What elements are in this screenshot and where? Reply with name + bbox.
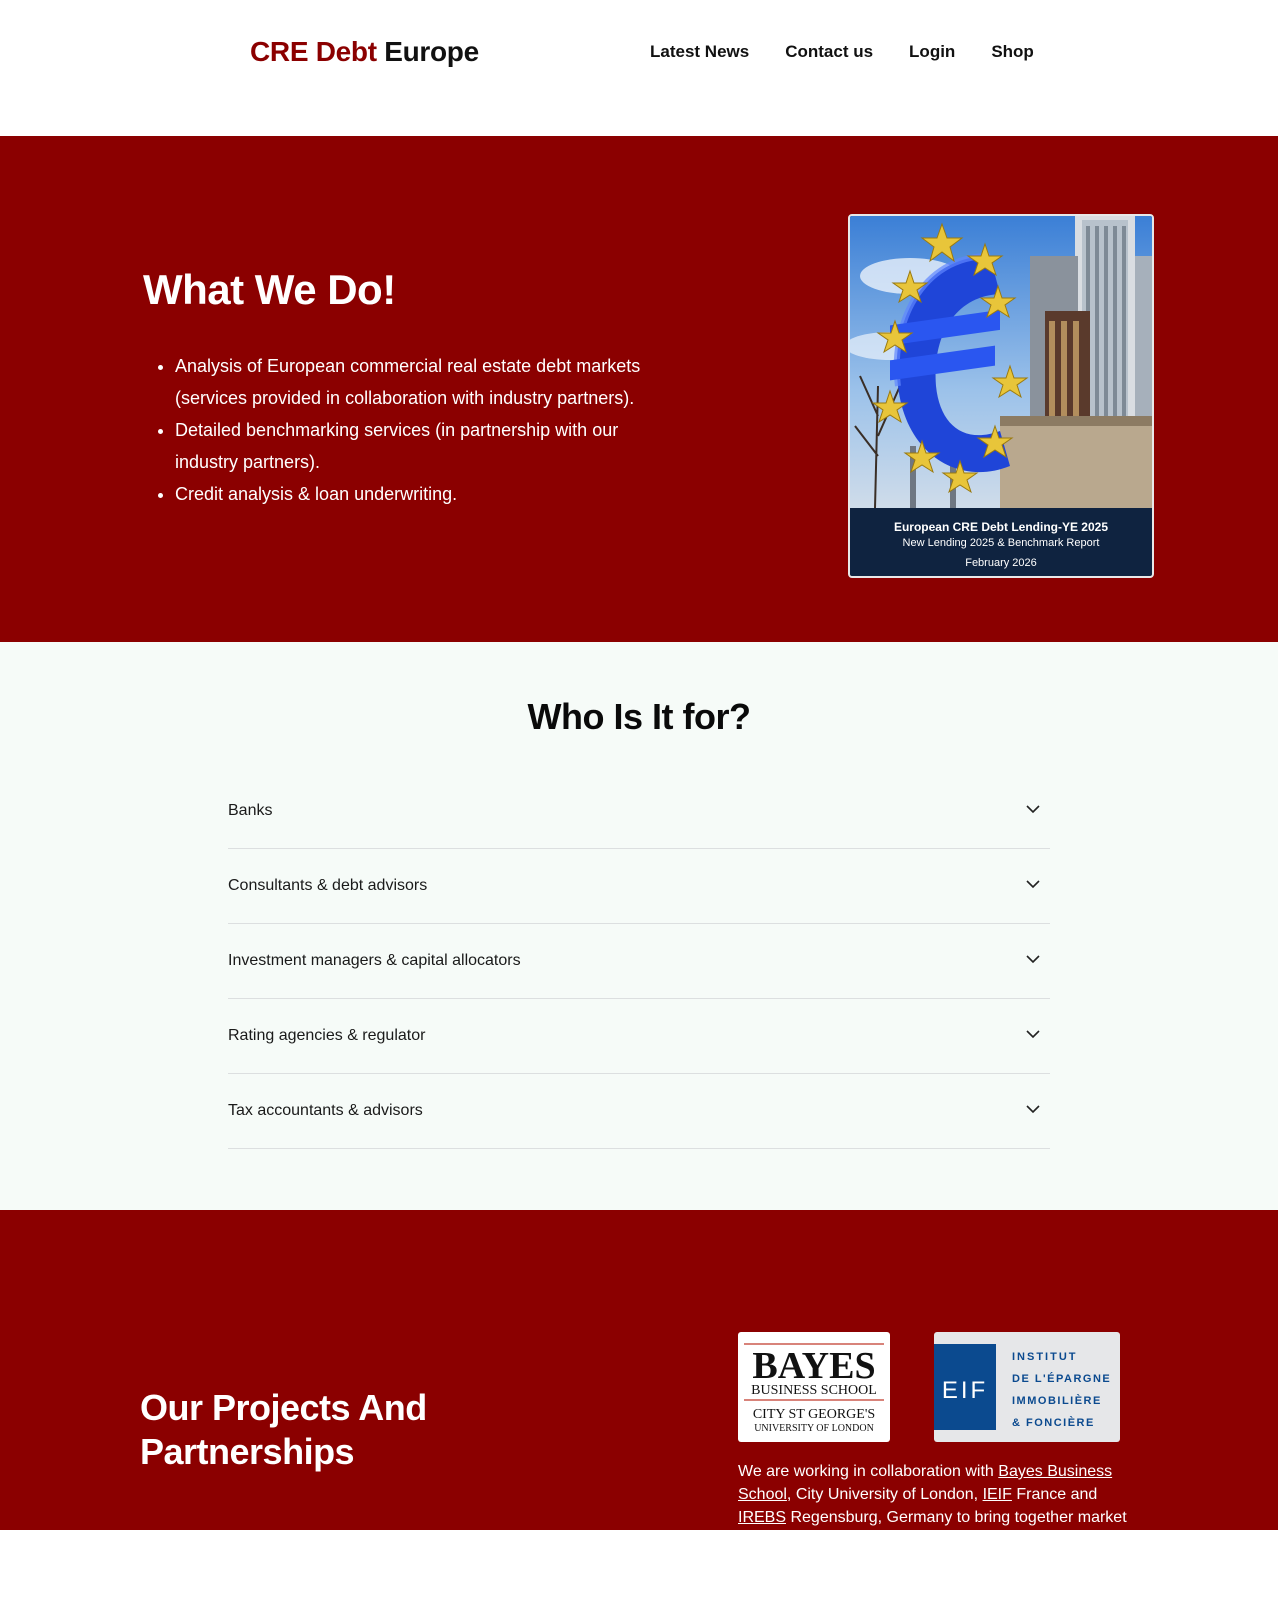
bayes-logo-university: UNIVERSITY OF LONDON [754, 1423, 874, 1434]
service-item: • Credit analysis & loan underwriting. [175, 478, 675, 510]
ieif-logo[interactable] [934, 1332, 1120, 1442]
chevron-down-icon[interactable] [1024, 875, 1042, 893]
link-bayes-business-school[interactable]: Bayes Business School [738, 1463, 1113, 1503]
bayes-logo-image [738, 1332, 890, 1442]
partnerships-title: Our Projects And Partnerships [140, 1387, 427, 1472]
accordion-item-tax-accountants[interactable] [228, 1074, 1050, 1149]
ieif-logo-mark: EIF [941, 1377, 989, 1404]
nav-shop[interactable]: Shop [991, 42, 1034, 61]
chevron-down-icon[interactable] [1024, 800, 1042, 818]
accordion-item-rating-agencies[interactable] [228, 999, 1050, 1074]
accordion-label: Rating agencies & regulator [228, 1027, 426, 1044]
report-caption [850, 512, 1152, 569]
nav-login[interactable]: Login [909, 42, 956, 61]
bayes-business-school-logo[interactable] [738, 1332, 890, 1442]
nav-latest-news[interactable]: Latest News [650, 42, 750, 61]
accordion-item-investment-managers[interactable] [228, 924, 1050, 999]
ieif-logo-line: & FONCIÈRE [1012, 1417, 1095, 1429]
partners-text-part: , City University of London, [786, 1486, 983, 1503]
partners-text-part: Regensburg, Germany to bring together market [786, 1509, 1127, 1526]
ieif-logo-line: IMMOBILIÈRE [1012, 1395, 1102, 1407]
euro-sculpture-image [850, 216, 1152, 508]
main-nav [650, 42, 1034, 62]
logo-part-cre-debt: CRE Debt [250, 36, 377, 67]
who-is-it-for-title: Who Is It for? [527, 696, 751, 737]
chevron-down-icon[interactable] [1024, 1100, 1042, 1118]
chevron-down-icon[interactable] [1024, 950, 1042, 968]
chevron-down-icon[interactable] [1024, 1025, 1042, 1043]
bayes-logo-word: BAYES [752, 1345, 876, 1387]
accordion-label: Banks [228, 802, 273, 819]
who-is-it-for-section [0, 642, 1278, 1210]
nav-contact-us[interactable]: Contact us [785, 42, 874, 61]
services-list [150, 350, 675, 510]
report-date: February 2026 [965, 557, 1037, 569]
partnerships-section [0, 1210, 1278, 1530]
accordion-label: Consultants & debt advisors [228, 877, 428, 894]
service-item: • Analysis of European commercial real estate debt markets (services provided in collaboration with industry partners). [175, 350, 675, 414]
bayes-logo-city: CITY ST GEORGE'S [752, 1407, 876, 1422]
logo-part-europe: Europe [384, 36, 479, 67]
report-cover-card[interactable] [848, 214, 1154, 578]
partners-text-part: France and [1011, 1486, 1098, 1503]
accordion-label: Investment managers & capital allocators [228, 952, 521, 969]
report-title: European CRE Debt Lending-YE 2025 [893, 520, 1109, 534]
what-we-do-section [0, 136, 1278, 642]
service-item: • Detailed benchmarking services (in partnership with our industry partners). [175, 414, 675, 478]
bayes-logo-subtitle: BUSINESS SCHOOL [751, 1383, 877, 1398]
accordion-item-banks[interactable] [228, 774, 1050, 849]
partnerships-description [738, 1460, 1158, 1529]
link-ieif[interactable]: IEIF [982, 1486, 1012, 1503]
ieif-logo-image [934, 1332, 1120, 1442]
accordion-label: Tax accountants & advisors [228, 1102, 423, 1119]
ieif-logo-line: INSTITUT [1012, 1351, 1078, 1363]
link-irebs[interactable]: IREBS [738, 1509, 787, 1526]
ieif-logo-line: DE L'ÉPARGNE [1012, 1373, 1112, 1385]
site-header [0, 0, 1280, 136]
report-subtitle: New Lending 2025 & Benchmark Report [902, 537, 1100, 549]
what-we-do-title: What We Do! [143, 266, 396, 313]
accordion-item-consultants[interactable] [228, 849, 1050, 924]
site-logo[interactable] [250, 36, 479, 68]
partners-text-part: We are working in collaboration with [738, 1463, 999, 1480]
audience-accordion [228, 774, 1050, 1149]
